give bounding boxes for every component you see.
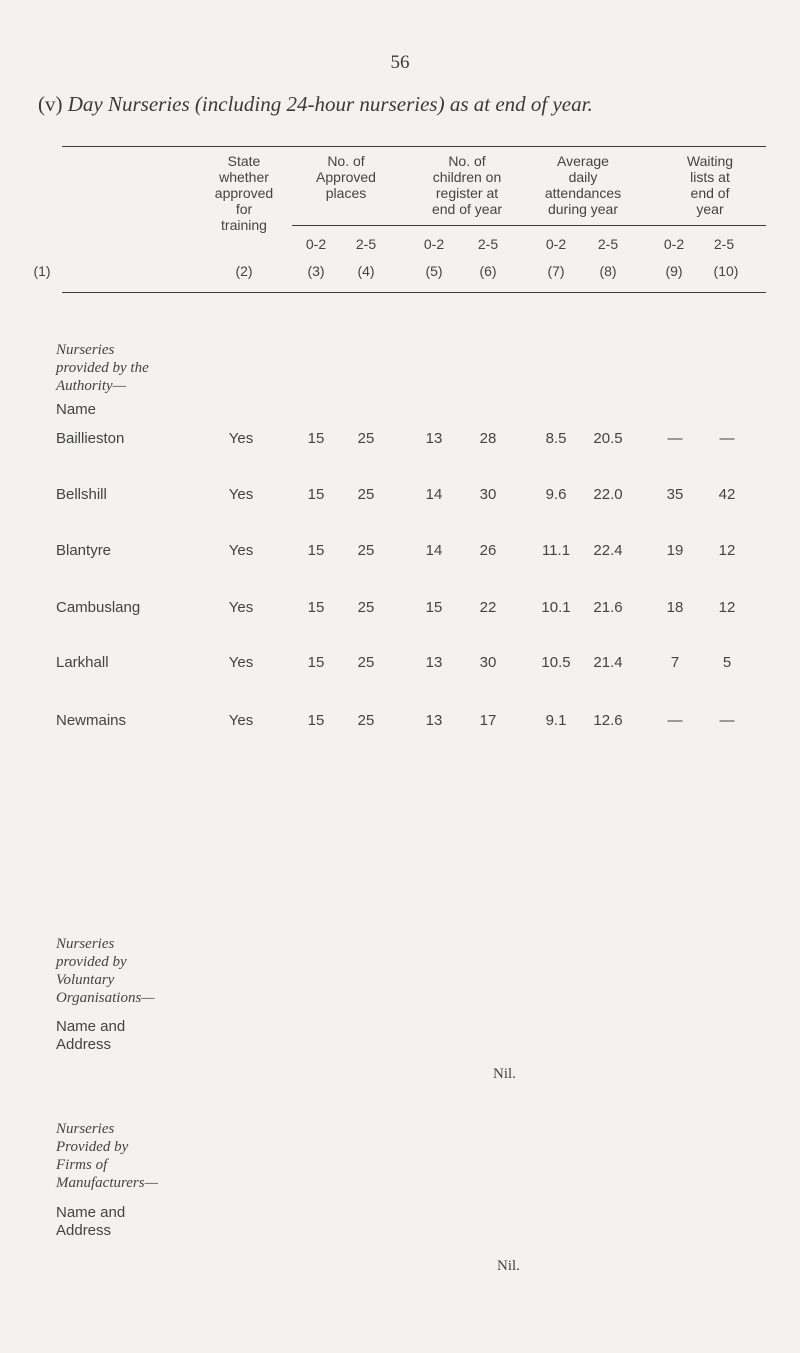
cell-c4: 25 [357,430,375,447]
cell-c7: 11.1 [541,542,571,559]
top-rule [62,146,766,147]
col-number-5: (5) [425,263,443,279]
age-group-c7: 0-2 [545,236,567,252]
row-name: Blantyre [56,542,112,559]
cell-c10: 12 [718,542,736,559]
cell-c10: 5 [722,654,732,671]
title-paren: (including 24-hour nurseries) [194,92,445,116]
cell-c9: 19 [666,542,684,559]
cell-c7: 9.6 [545,486,567,503]
cell-c5: 14 [425,486,443,503]
cell-c4: 25 [357,599,375,616]
cell-c7: 8.5 [545,430,567,447]
row-name: Bellshill [56,486,107,503]
cell-c8: 21.6 [593,599,623,616]
section-voluntary-heading: Nurseries provided by Voluntary Organisations— [56,936,155,1006]
section-firms-heading: Nurseries Provided by Firms of Manufacturers— [56,1121,158,1191]
cell-c3: 15 [307,712,325,729]
cell-c6: 28 [479,430,497,447]
cell-c3: 15 [307,542,325,559]
row-name: Cambuslang [56,599,141,616]
cell-c9: 35 [666,486,684,503]
cell-c5: 14 [425,542,443,559]
col-number-1: (1) [33,263,51,279]
cell-c7: 9.1 [545,712,567,729]
cell-approved: Yes [228,712,254,729]
col-number-7: (7) [547,263,565,279]
cell-c4: 25 [357,542,375,559]
section-voluntary-nil: Nil. [493,1066,516,1082]
title-main: Day Nurseries [67,92,190,116]
header-waiting-lists: Waiting lists at end of year [686,153,734,217]
page-number: 56 [390,52,410,73]
cell-c6: 26 [479,542,497,559]
age-group-c9: 0-2 [663,236,685,252]
cell-c9: 7 [670,654,680,671]
col-number-8: (8) [599,263,617,279]
section-voluntary-name-label: Name and Address [56,1018,126,1053]
cell-c6: 17 [479,712,497,729]
cell-approved: Yes [228,486,254,503]
section-firms-name-label: Name and Address [56,1204,126,1239]
cell-c6: 30 [479,486,497,503]
cell-approved: Yes [228,542,254,559]
col-number-9: (9) [665,263,683,279]
header-approved-places: No. of Approved places [316,153,376,201]
title-lead: (v) [38,92,63,116]
header-state-approved: State whether approved for training [214,153,274,233]
row-name: Larkhall [56,654,109,671]
section-authority-heading: Nurseries provided by the Authority— [56,342,149,394]
age-group-c6: 2-5 [477,236,499,252]
cell-c8: 20.5 [593,430,623,447]
cell-c10: — [719,712,735,729]
cell-c8: 12.6 [593,712,623,729]
cell-c3: 15 [307,430,325,447]
age-group-c4: 2-5 [355,236,377,252]
cell-c8: 21.4 [593,654,623,671]
cell-c3: 15 [307,599,325,616]
cell-c5: 15 [425,599,443,616]
header-children-register: No. of children on register at end of year [431,153,503,217]
cell-c3: 15 [307,654,325,671]
section-firms-nil: Nil. [497,1258,520,1274]
age-group-c8: 2-5 [597,236,619,252]
row-name: Newmains [56,712,127,729]
cell-approved: Yes [228,430,254,447]
cell-c6: 22 [479,599,497,616]
header-bottom-rule [62,292,766,293]
title-tail: as at end of year. [449,92,593,116]
cell-c8: 22.4 [593,542,623,559]
cell-c10: — [719,430,735,447]
cell-c10: 12 [718,599,736,616]
col-number-10: (10) [713,263,739,279]
row-name: Baillieston [56,430,125,447]
sub-header-rule [292,225,766,226]
col-number-4: (4) [357,263,375,279]
cell-c3: 15 [307,486,325,503]
header-average-attendance: Average daily attendances during year [544,153,622,217]
cell-approved: Yes [228,654,254,671]
age-group-c3: 0-2 [305,236,327,252]
cell-c5: 13 [425,430,443,447]
page-title [38,92,593,117]
col-number-2: (2) [235,263,253,279]
col-number-6: (6) [479,263,497,279]
cell-c4: 25 [357,712,375,729]
cell-c5: 13 [425,712,443,729]
cell-c6: 30 [479,654,497,671]
cell-c9: — [667,712,683,729]
cell-approved: Yes [228,599,254,616]
cell-c5: 13 [425,654,443,671]
col-number-3: (3) [307,263,325,279]
age-group-c10: 2-5 [713,236,735,252]
age-group-c5: 0-2 [423,236,445,252]
cell-c9: — [667,430,683,447]
cell-c4: 25 [357,654,375,671]
cell-c10: 42 [718,486,736,503]
section-authority-name-label: Name [56,401,97,418]
cell-c8: 22.0 [593,486,623,503]
cell-c7: 10.1 [541,599,571,616]
cell-c7: 10.5 [541,654,571,671]
cell-c9: 18 [666,599,684,616]
cell-c4: 25 [357,486,375,503]
